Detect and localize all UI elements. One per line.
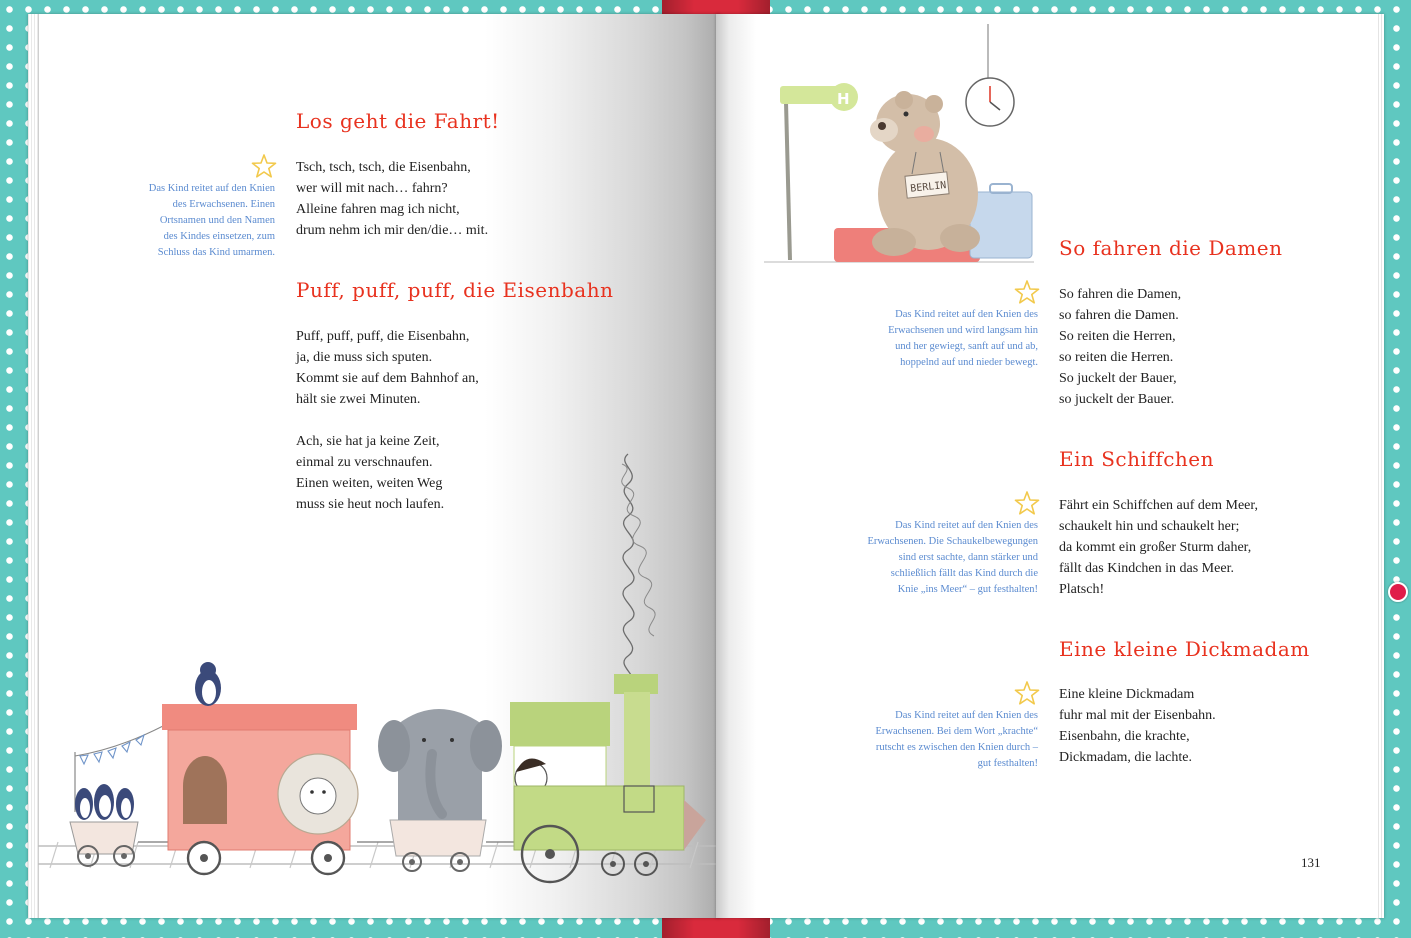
bear-sign-label: BERLIN	[909, 180, 947, 195]
star-icon	[1014, 680, 1040, 706]
instruction-note: Das Kind reitet auf den Knien des Erwachsenen. Bei dem Wort „krachte“ rutscht es zwischen den Knien durch – gut festhalten!	[875, 710, 1038, 769]
stop-sign-label: H	[837, 90, 850, 108]
left-page	[28, 14, 720, 918]
instruction-note: Das Kind reitet auf den Knien des Erwachsenen und wird langsam hin und her gewiegt, sanft auf und ab, hoppelnd auf und nieder bewegt.	[888, 309, 1038, 368]
poem-text: Eine kleine Dickmadam fuhr mal mit der Eisenbahn. Eisenbahn, die krachte, Dickmadam, die lachte.	[1059, 687, 1216, 765]
train-illustration	[28, 434, 720, 904]
instruction-note: Das Kind reitet auf den Knien des Erwachsenen. Die Schaukelbewegungen sind erst sachte, dann stärker und schließlich fällt das Kind durch die Knie „ins Meer“ – gut festhalten!	[867, 520, 1038, 595]
poem-text: So fahren die Damen, so fahren die Damen. So reiten die Herren, so reiten die Herren. So juckelt der Bauer, so juckelt der Bauer.	[1059, 287, 1182, 407]
section-title: Eine kleine Dickmadam	[1059, 637, 1310, 661]
page-edge	[1376, 14, 1384, 918]
star-icon	[251, 153, 277, 179]
right-page	[716, 14, 1384, 918]
section-title: Los geht die Fahrt!	[296, 109, 500, 133]
instruction-note: Das Kind reitet auf den Knien des Erwachsenen. Einen Ortsnamen und den Namen des Kindes einsetzen, zum Schluss das Kind umarmen.	[148, 183, 275, 258]
bookmark-tab[interactable]	[1388, 582, 1408, 602]
section-title: Puff, puff, puff, die Eisenbahn	[296, 278, 614, 302]
star-icon	[1014, 279, 1040, 305]
poem-text: Fährt ein Schiffchen auf dem Meer, schaukelt hin und schaukelt her; da kommt ein großer Sturm daher, fällt das Kindchen in das Meer. Platsch!	[1059, 498, 1259, 597]
section-title: So fahren die Damen	[1059, 236, 1283, 260]
bear-illustration	[764, 24, 1064, 274]
poem-text: Puff, puff, puff, die Eisenbahn, ja, die muss sich sputen. Kommt sie auf dem Bahnhof an, hält sie zwei Minuten. Ach, sie hat ja keine Zeit, einmal zu verschnaufen. Einen weiten, weiten Weg muss sie heut noch laufen.	[296, 329, 479, 512]
page-number: 131	[1301, 855, 1321, 870]
poem-text: Tsch, tsch, tsch, die Eisenbahn, wer will mit nach… fahrn? Alleine fahren mag ich nicht, drum nehm ich mir den/die… mit.	[296, 160, 489, 238]
section-title: Ein Schiffchen	[1059, 447, 1215, 471]
star-icon	[1014, 490, 1040, 516]
